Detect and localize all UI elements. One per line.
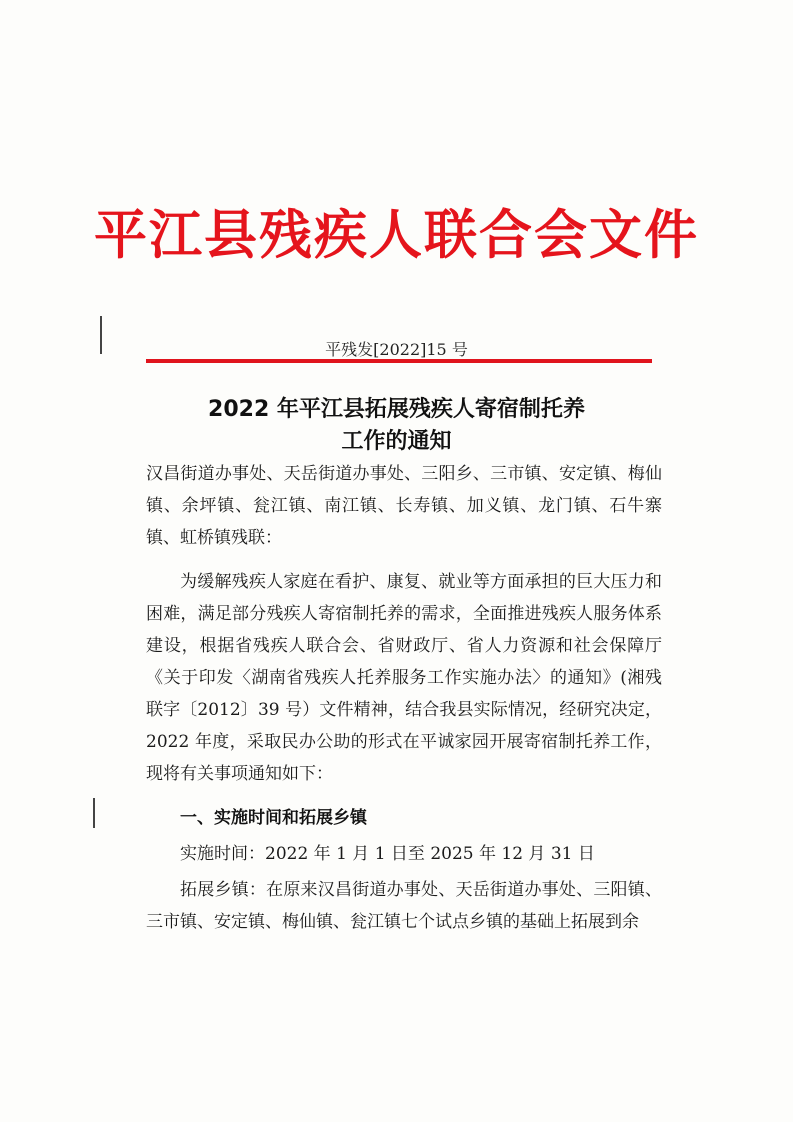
section-heading: 一、实施时间和拓展乡镇 — [180, 808, 367, 828]
notice-title-line2: 工作的通知 — [341, 429, 452, 454]
document-number: 平残发[2022]15 号 — [325, 340, 468, 359]
expansion-towns-paragraph: 拓展乡镇：在原来汉昌街道办事处、天岳街道办事处、三阳镇、三市镇、安定镇、梅仙镇、瓮江镇七个试点乡镇的基础上拓展到余 — [146, 880, 662, 932]
issuer-title: 平江县残疾人联合会文件 — [94, 204, 699, 266]
recipients-paragraph: 汉昌街道办事处、天岳街道办事处、三阳乡、三市镇、安定镇、梅仙镇、余坪镇、瓮江镇、南江镇、长寿镇、加义镇、龙门镇、石牛寨镇、虹桥镇残联： — [146, 464, 662, 548]
binding-mark — [93, 798, 95, 828]
intro-paragraph: 为缓解残疾人家庭在看护、康复、就业等方面承担的巨大压力和困难，满足部分残疾人寄宿制托养的需求，全面推进残疾人服务体系建设，根据省残疾人联合会、省财政厅、省人力资源和社会保障厅《关于印发〈湖南省残疾人托养服务工作实施办法〉的通知》(湘残联字〔2012〕39 号）文件精神，结合我县实际情况，经研究决定，2022 年度，采取民办公助的形式在平诚家园开展寄宿制托养工作，现将有关事项通知如下： — [146, 572, 662, 784]
notice-title-line1: 2022 年平江县拓展残疾人寄宿制托养 — [208, 397, 585, 422]
implementation-time: 实施时间：2022 年 1 月 1 日至 2025 年 12 月 31 日 — [180, 844, 595, 864]
red-divider-line — [146, 359, 652, 363]
